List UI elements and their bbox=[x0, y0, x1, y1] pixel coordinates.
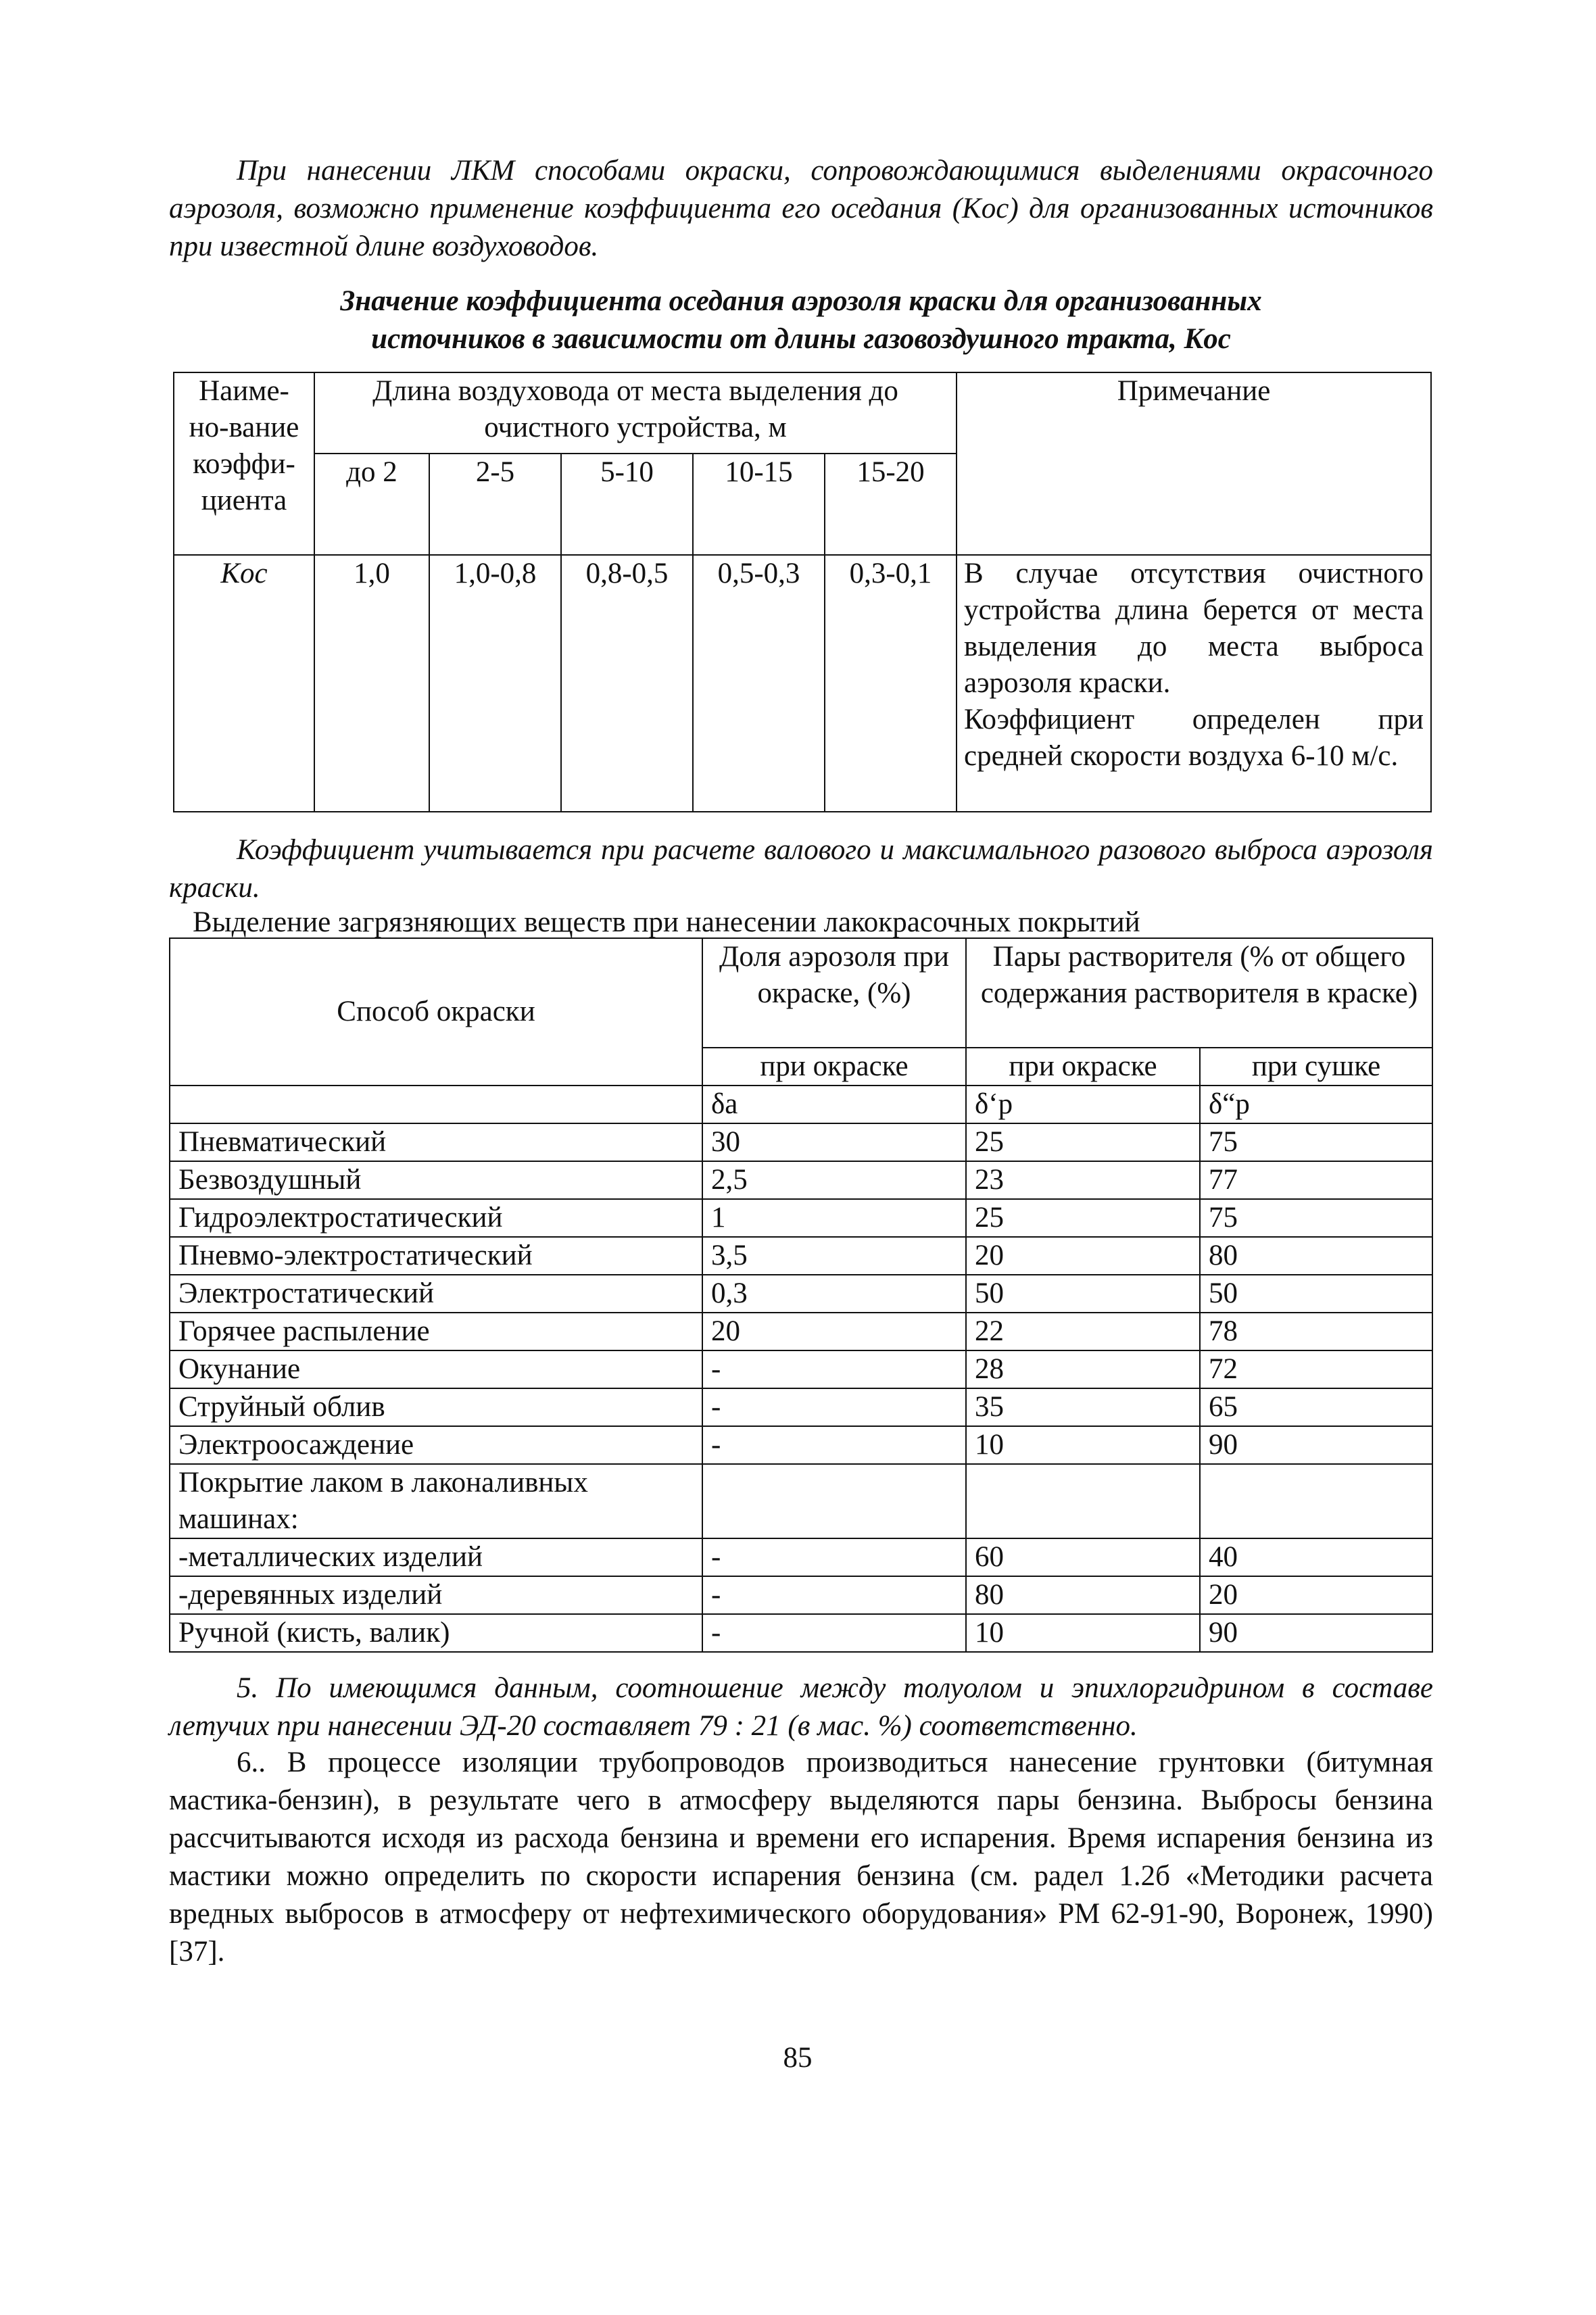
method-name-cell: Электроосаждение bbox=[170, 1426, 702, 1464]
value-cell: 90 bbox=[1200, 1426, 1432, 1464]
value-cell: - bbox=[702, 1388, 966, 1426]
range-cell: 2-5 bbox=[429, 454, 561, 555]
method-name-cell: Струйный облив bbox=[170, 1388, 702, 1426]
value-cell: 25 bbox=[966, 1123, 1200, 1161]
value-cell: 78 bbox=[1200, 1313, 1432, 1350]
value-cell: 22 bbox=[966, 1313, 1200, 1350]
table-row bbox=[170, 1426, 1432, 1464]
header-solvent-vapor: Пары растворителя (% от общего содержания растворителя в краске) bbox=[966, 938, 1432, 1048]
value-cell: 10 bbox=[966, 1614, 1200, 1652]
value-cell: 23 bbox=[966, 1161, 1200, 1199]
table-row bbox=[170, 1350, 1432, 1388]
page-number: 85 bbox=[783, 2042, 813, 2074]
table-row bbox=[170, 1199, 1432, 1237]
value-cell: 90 bbox=[1200, 1614, 1432, 1652]
note-part2: Коэффициент определен при средней скорости воздуха 6-10 м/с. bbox=[964, 704, 1424, 772]
symbol-aerosol: δа bbox=[702, 1086, 966, 1123]
method-name-cell: Пневмо-электростатический bbox=[170, 1237, 702, 1275]
coefficient-label: Kос bbox=[174, 555, 314, 812]
intro-paragraph: При нанесении ЛКМ способами окраски, сопровождающимися выделениями окрасочного аэрозоля, возможно применение коэффициента его оседания (Kос) для организованных источников при известной длине воздуховодов. bbox=[169, 155, 1433, 262]
method-name-cell: -деревянных изделий bbox=[170, 1576, 702, 1614]
value-cell: 80 bbox=[966, 1576, 1200, 1614]
range-cell: до 2 bbox=[314, 454, 429, 555]
header-coefficient-name: Наиме-но-вание коэффи-циента bbox=[174, 372, 314, 555]
value-cell bbox=[1200, 1464, 1432, 1538]
table-row bbox=[170, 1313, 1432, 1350]
range-cell: 15-20 bbox=[825, 454, 957, 555]
table-row bbox=[170, 1538, 1432, 1576]
value-cell: 30 bbox=[702, 1123, 966, 1161]
value-cell: 0,8-0,5 bbox=[561, 555, 693, 812]
value-cell: 10 bbox=[966, 1426, 1200, 1464]
table1-title-line1: Значение коэффициента оседания аэрозоля краски для организованных bbox=[340, 285, 1262, 317]
method-name-cell: Горячее распыление bbox=[170, 1313, 702, 1350]
value-cell: - bbox=[702, 1538, 966, 1576]
paragraph-6: 6.. В процессе изоляции трубопроводов производиться нанесение грунтовки (битумная мастика-бензин), в результате чего в атмосферу выделяются пары бензина. Выбросы бензина рассчитываются исходя из расхода бензина и времени его испарения. Время испарения бензина из мастики можно определить по скорости испарения бензина (см. радел 1.2б «Методики расчета вредных выбросов в атмосферу от нефтехимического оборудования» РМ 62-91-90, Воронеж, 1990) [37]. bbox=[169, 1747, 1433, 1968]
header-duct-length: Длина воздуховода от места выделения до очистного устройства, м bbox=[314, 372, 957, 454]
value-cell bbox=[702, 1464, 966, 1538]
value-cell: 20 bbox=[702, 1313, 966, 1350]
value-cell: 2,5 bbox=[702, 1161, 966, 1199]
value-cell: 1,0 bbox=[314, 555, 429, 812]
value-cell bbox=[966, 1464, 1200, 1538]
method-name-cell: -металлических изделий bbox=[170, 1538, 702, 1576]
method-name-cell: Безвоздушный bbox=[170, 1161, 702, 1199]
range-cell: 5-10 bbox=[561, 454, 693, 555]
table-row bbox=[170, 1614, 1432, 1652]
value-cell: 50 bbox=[966, 1275, 1200, 1313]
header-aerosol-share: Доля аэрозоля при окраске, (%) bbox=[702, 938, 966, 1048]
value-cell: 25 bbox=[966, 1199, 1200, 1237]
method-name-cell: Окунание bbox=[170, 1350, 702, 1388]
table-row bbox=[170, 1576, 1432, 1614]
value-cell: - bbox=[702, 1576, 966, 1614]
table-row bbox=[170, 1123, 1432, 1161]
method-name-cell: Пневматический bbox=[170, 1123, 702, 1161]
value-cell: 65 bbox=[1200, 1388, 1432, 1426]
paragraph-5: 5. По имеющимся данным, соотношение между толуолом и эпихлоргидрином в составе летучих при нанесении ЭД-20 составляет 79 : 21 (в мас. %) соответственно. bbox=[169, 1672, 1433, 1742]
table-row bbox=[170, 1464, 1432, 1538]
coefficient-usage-note: Коэффициент учитывается при расчете валового и максимального разового выброса аэрозоля краски. bbox=[169, 834, 1433, 904]
value-cell: 75 bbox=[1200, 1123, 1432, 1161]
empty-cell bbox=[170, 1086, 702, 1123]
value-cell: 80 bbox=[1200, 1237, 1432, 1275]
subheader-drying: при сушке bbox=[1200, 1048, 1432, 1086]
settling-coefficient-table bbox=[173, 372, 1432, 812]
method-name-cell: Покрытие лаком в лаконаливных машинах: bbox=[170, 1464, 702, 1538]
range-cell: 10-15 bbox=[693, 454, 825, 555]
value-cell: 50 bbox=[1200, 1275, 1432, 1313]
value-cell: 20 bbox=[966, 1237, 1200, 1275]
value-cell: 28 bbox=[966, 1350, 1200, 1388]
symbol-solvent-painting: δ‘р bbox=[966, 1086, 1200, 1123]
subheader-painting: при окраске bbox=[702, 1048, 966, 1086]
value-cell: 40 bbox=[1200, 1538, 1432, 1576]
value-cell: 0,3-0,1 bbox=[825, 555, 957, 812]
value-cell: - bbox=[702, 1350, 966, 1388]
value-cell: 1,0-0,8 bbox=[429, 555, 561, 812]
value-cell: 20 bbox=[1200, 1576, 1432, 1614]
symbol-solvent-drying: δ“р bbox=[1200, 1086, 1432, 1123]
table-row bbox=[170, 1161, 1432, 1199]
header-method: Способ окраски bbox=[170, 938, 702, 1086]
method-name-cell: Электростатический bbox=[170, 1275, 702, 1313]
table-row bbox=[170, 1388, 1432, 1426]
value-cell: 0,5-0,3 bbox=[693, 555, 825, 812]
table-row bbox=[170, 1275, 1432, 1313]
subheader-painting: при окраске bbox=[966, 1048, 1200, 1086]
note-part1: В случае отсутствия очистного устройства длина берется от места выделения до места выброса аэрозоля краски. bbox=[964, 558, 1424, 699]
header-note: Примечание bbox=[957, 372, 1431, 555]
value-cell: - bbox=[702, 1614, 966, 1652]
value-cell: 1 bbox=[702, 1199, 966, 1237]
value-cell: 35 bbox=[966, 1388, 1200, 1426]
note-cell bbox=[957, 555, 1431, 812]
value-cell: 75 bbox=[1200, 1199, 1432, 1237]
value-cell: 3,5 bbox=[702, 1237, 966, 1275]
method-name-cell: Гидроэлектростатический bbox=[170, 1199, 702, 1237]
pollutant-emission-table bbox=[169, 937, 1433, 1653]
value-cell: 77 bbox=[1200, 1161, 1432, 1199]
value-cell: 72 bbox=[1200, 1350, 1432, 1388]
value-cell: 60 bbox=[966, 1538, 1200, 1576]
value-cell: - bbox=[702, 1426, 966, 1464]
method-name-cell: Ручной (кисть, валик) bbox=[170, 1614, 702, 1652]
table1-title-line2: источников в зависимости от длины газовоздушного тракта, Kос bbox=[371, 323, 1231, 355]
table-row bbox=[170, 1237, 1432, 1275]
table2-caption: Выделение загрязняющих веществ при нанесении лакокрасочных покрытий bbox=[193, 906, 1140, 938]
value-cell: 0,3 bbox=[702, 1275, 966, 1313]
